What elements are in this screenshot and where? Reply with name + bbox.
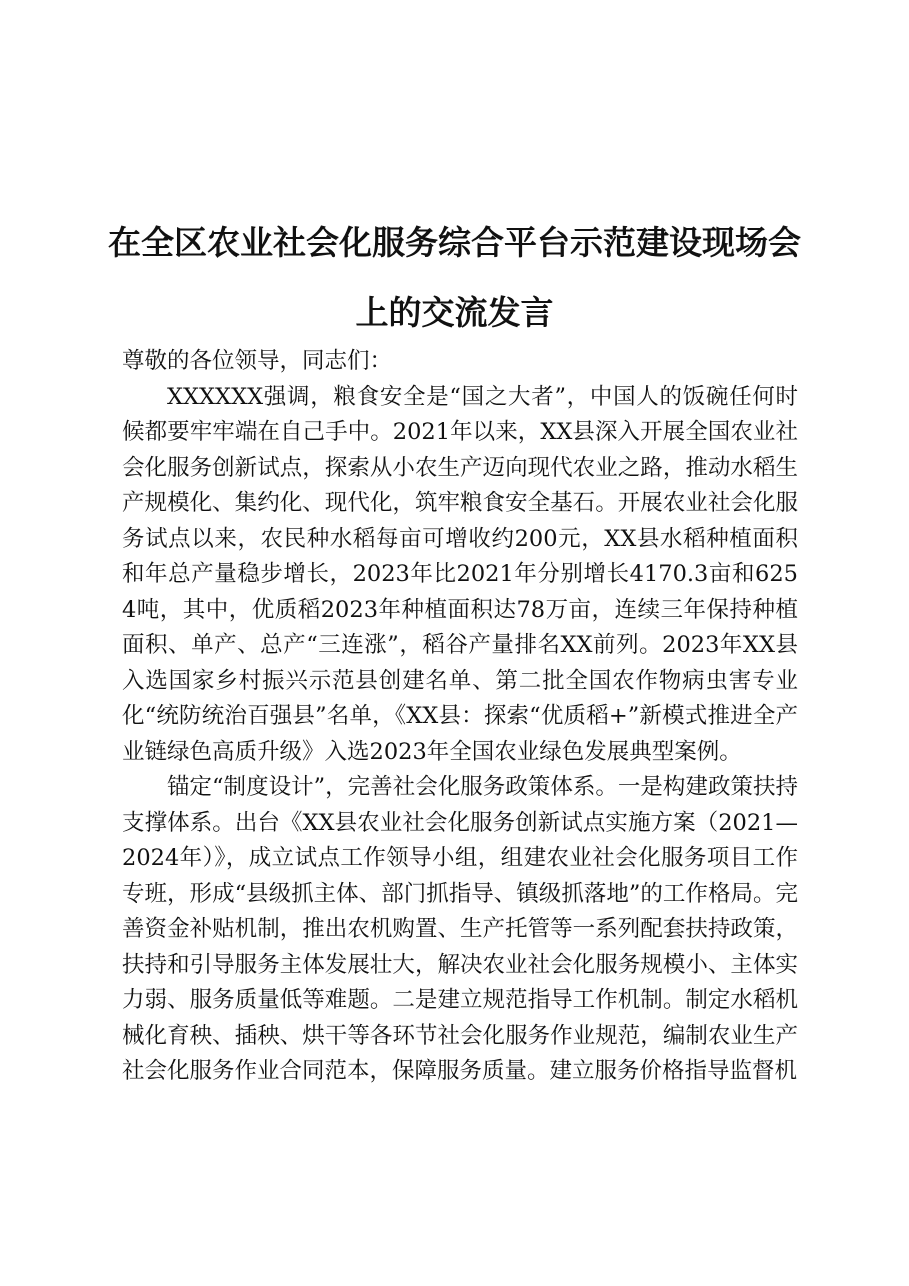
document-title: 在全区农业社会化服务综合平台示范建设现场会上的交流发言	[108, 223, 801, 333]
document-body	[122, 344, 798, 1090]
greeting-line: 尊敬的各位领导，同志们：	[122, 348, 393, 374]
paragraph-1: XXXXXX强调，粮食安全是“国之大者”，中国人的饭碗任何时候都要牢牢端在自己手中。2021年以来，XX县深入开展全国农业社会化服务创新试点，探索从小农生产迈向现代农业之路，推动水稻生产规模化、集约化、现代化，筑牢粮食安全基石。开展农业社会化服务试点以来，农民种水稻每亩可增收约200元，XX县水稻种植面积和年总产量稳步增长，2023年比2021年分别增长4170.3亩和6254吨，其中，优质稻2023年种植面积达78万亩，连续三年保持种植面积、单产、总产“三连涨”，稻谷产量排名XX前列。2023年XX县入选国家乡村振兴示范县创建名单、第二批全国农作物病虫害专业化“统防统治百强县”名单，《XX县：探索“优质稻+”新模式推进全产业链绿色高质升级》入选2023年全国农业绿色发展典型案例。	[122, 383, 798, 765]
paragraph-2: 锚定“制度设计”，完善社会化服务政策体系。一是构建政策扶持支撑体系。出台《XX县农业社会化服务创新试点实施方案（2021—2024年）》，成立试点工作领导小组，组建农业社会化服务项目工作专班，形成“县级抓主体、部门抓指导、镇级抓落地”的工作格局。完善资金补贴机制，推出农机购置、生产托管等一系列配套扶持政策，扶持和引导服务主体发展壮大，解决农业社会化服务规模小、主体实力弱、服务质量低等难题。二是建立规范指导工作机制。制定水稻机械化育秧、插秧、烘干等各环节社会化服务作业规范，编制农业生产社会化服务作业合同范本，保障服务质量。建立服务价格指导监督机	[122, 774, 798, 1084]
